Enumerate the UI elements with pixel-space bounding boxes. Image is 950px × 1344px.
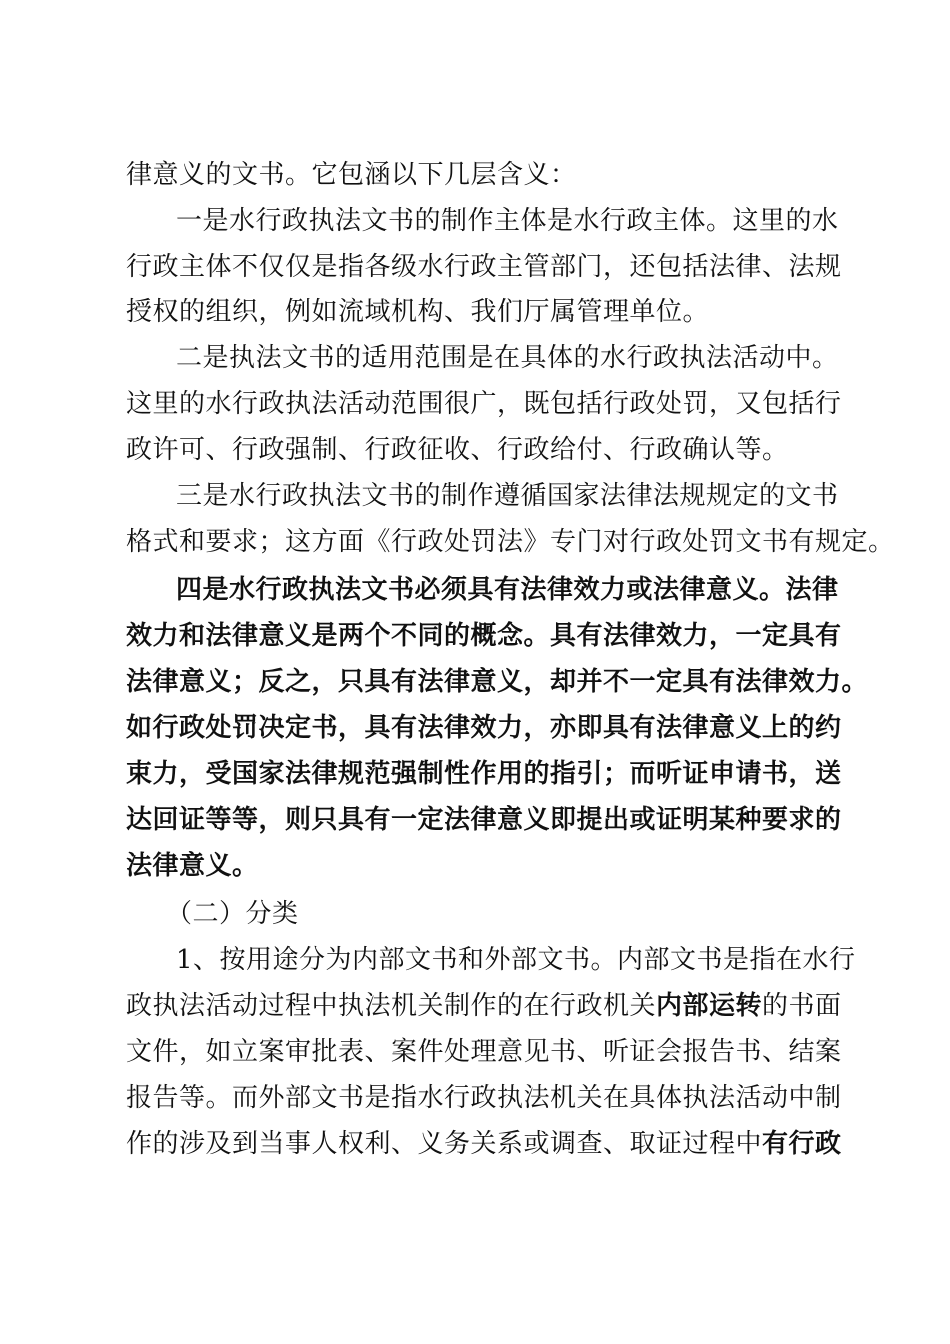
paragraph-line: 1、按用途分为内部文书和外部文书。内部文书是指在水行 (176, 945, 856, 975)
paragraph-line: 格式和要求；这方面《行政处罚法》专门对行政处罚文书有规定。 (126, 527, 895, 557)
paragraph-line: 三是水行政执法文书的制作遵循国家法律法规规定的文书 (176, 481, 839, 511)
bold-paragraph-line: 达回证等等，则只具有一定法律意义即提出或证明某种要求的 (126, 805, 842, 835)
paragraph-line: 行政主体不仅仅是指各级水行政主管部门，还包括法律、法规 (126, 252, 842, 282)
text-run: 作的涉及到当事人权利、义务关系或调查、取证过程中 (126, 1129, 763, 1159)
bold-text-run: 有行政 (762, 1129, 842, 1159)
text-run: 政执法活动过程中执法机关制作的在行政机关 (126, 991, 657, 1021)
section-heading: （二）分类 (166, 899, 299, 929)
paragraph-line: 报告等。而外部文书是指水行政执法机关在具体执法活动中制 (126, 1083, 842, 1113)
paragraph-line: 一是水行政执法文书的制作主体是水行政主体。这里的水 (176, 206, 839, 236)
bold-paragraph-line: 效力和法律意义是两个不同的概念。具有法律效力，一定具有 (126, 621, 842, 651)
bold-paragraph-line: 法律意义；反之，只具有法律意义，却并不一定具有法律效力。 (126, 667, 869, 697)
paragraph-line: 授权的组织，例如流域机构、我们厅属管理单位。 (126, 297, 710, 327)
paragraph-line: 这里的水行政执法活动范围很广，既包括行政处罚，又包括行 (126, 389, 842, 419)
paragraph-line: 政许可、行政强制、行政征收、行政给付、行政确认等。 (126, 435, 789, 465)
paragraph-line-mixed (126, 1129, 842, 1159)
paragraph-line-mixed (126, 991, 842, 1021)
bold-paragraph-line: 四是水行政执法文书必须具有法律效力或法律意义。法律 (176, 575, 839, 605)
paragraph-line: 文件，如立案审批表、案件处理意见书、听证会报告书、结案 (126, 1037, 842, 1067)
paragraph-line: 二是执法文书的适用范围是在具体的水行政执法活动中。 (176, 343, 839, 373)
paragraph-line: 律意义的文书。它包涵以下几层含义： (126, 160, 577, 190)
bold-paragraph-line: 如行政处罚决定书，具有法律效力，亦即具有法律意义上的约 (126, 713, 842, 743)
bold-paragraph-line: 束力，受国家法律规范强制性作用的指引；而听证申请书，送 (126, 759, 842, 789)
bold-paragraph-line: 法律意义。 (126, 851, 259, 881)
bold-text-run: 内部运转 (656, 991, 763, 1021)
text-run: 的书面 (762, 991, 842, 1021)
